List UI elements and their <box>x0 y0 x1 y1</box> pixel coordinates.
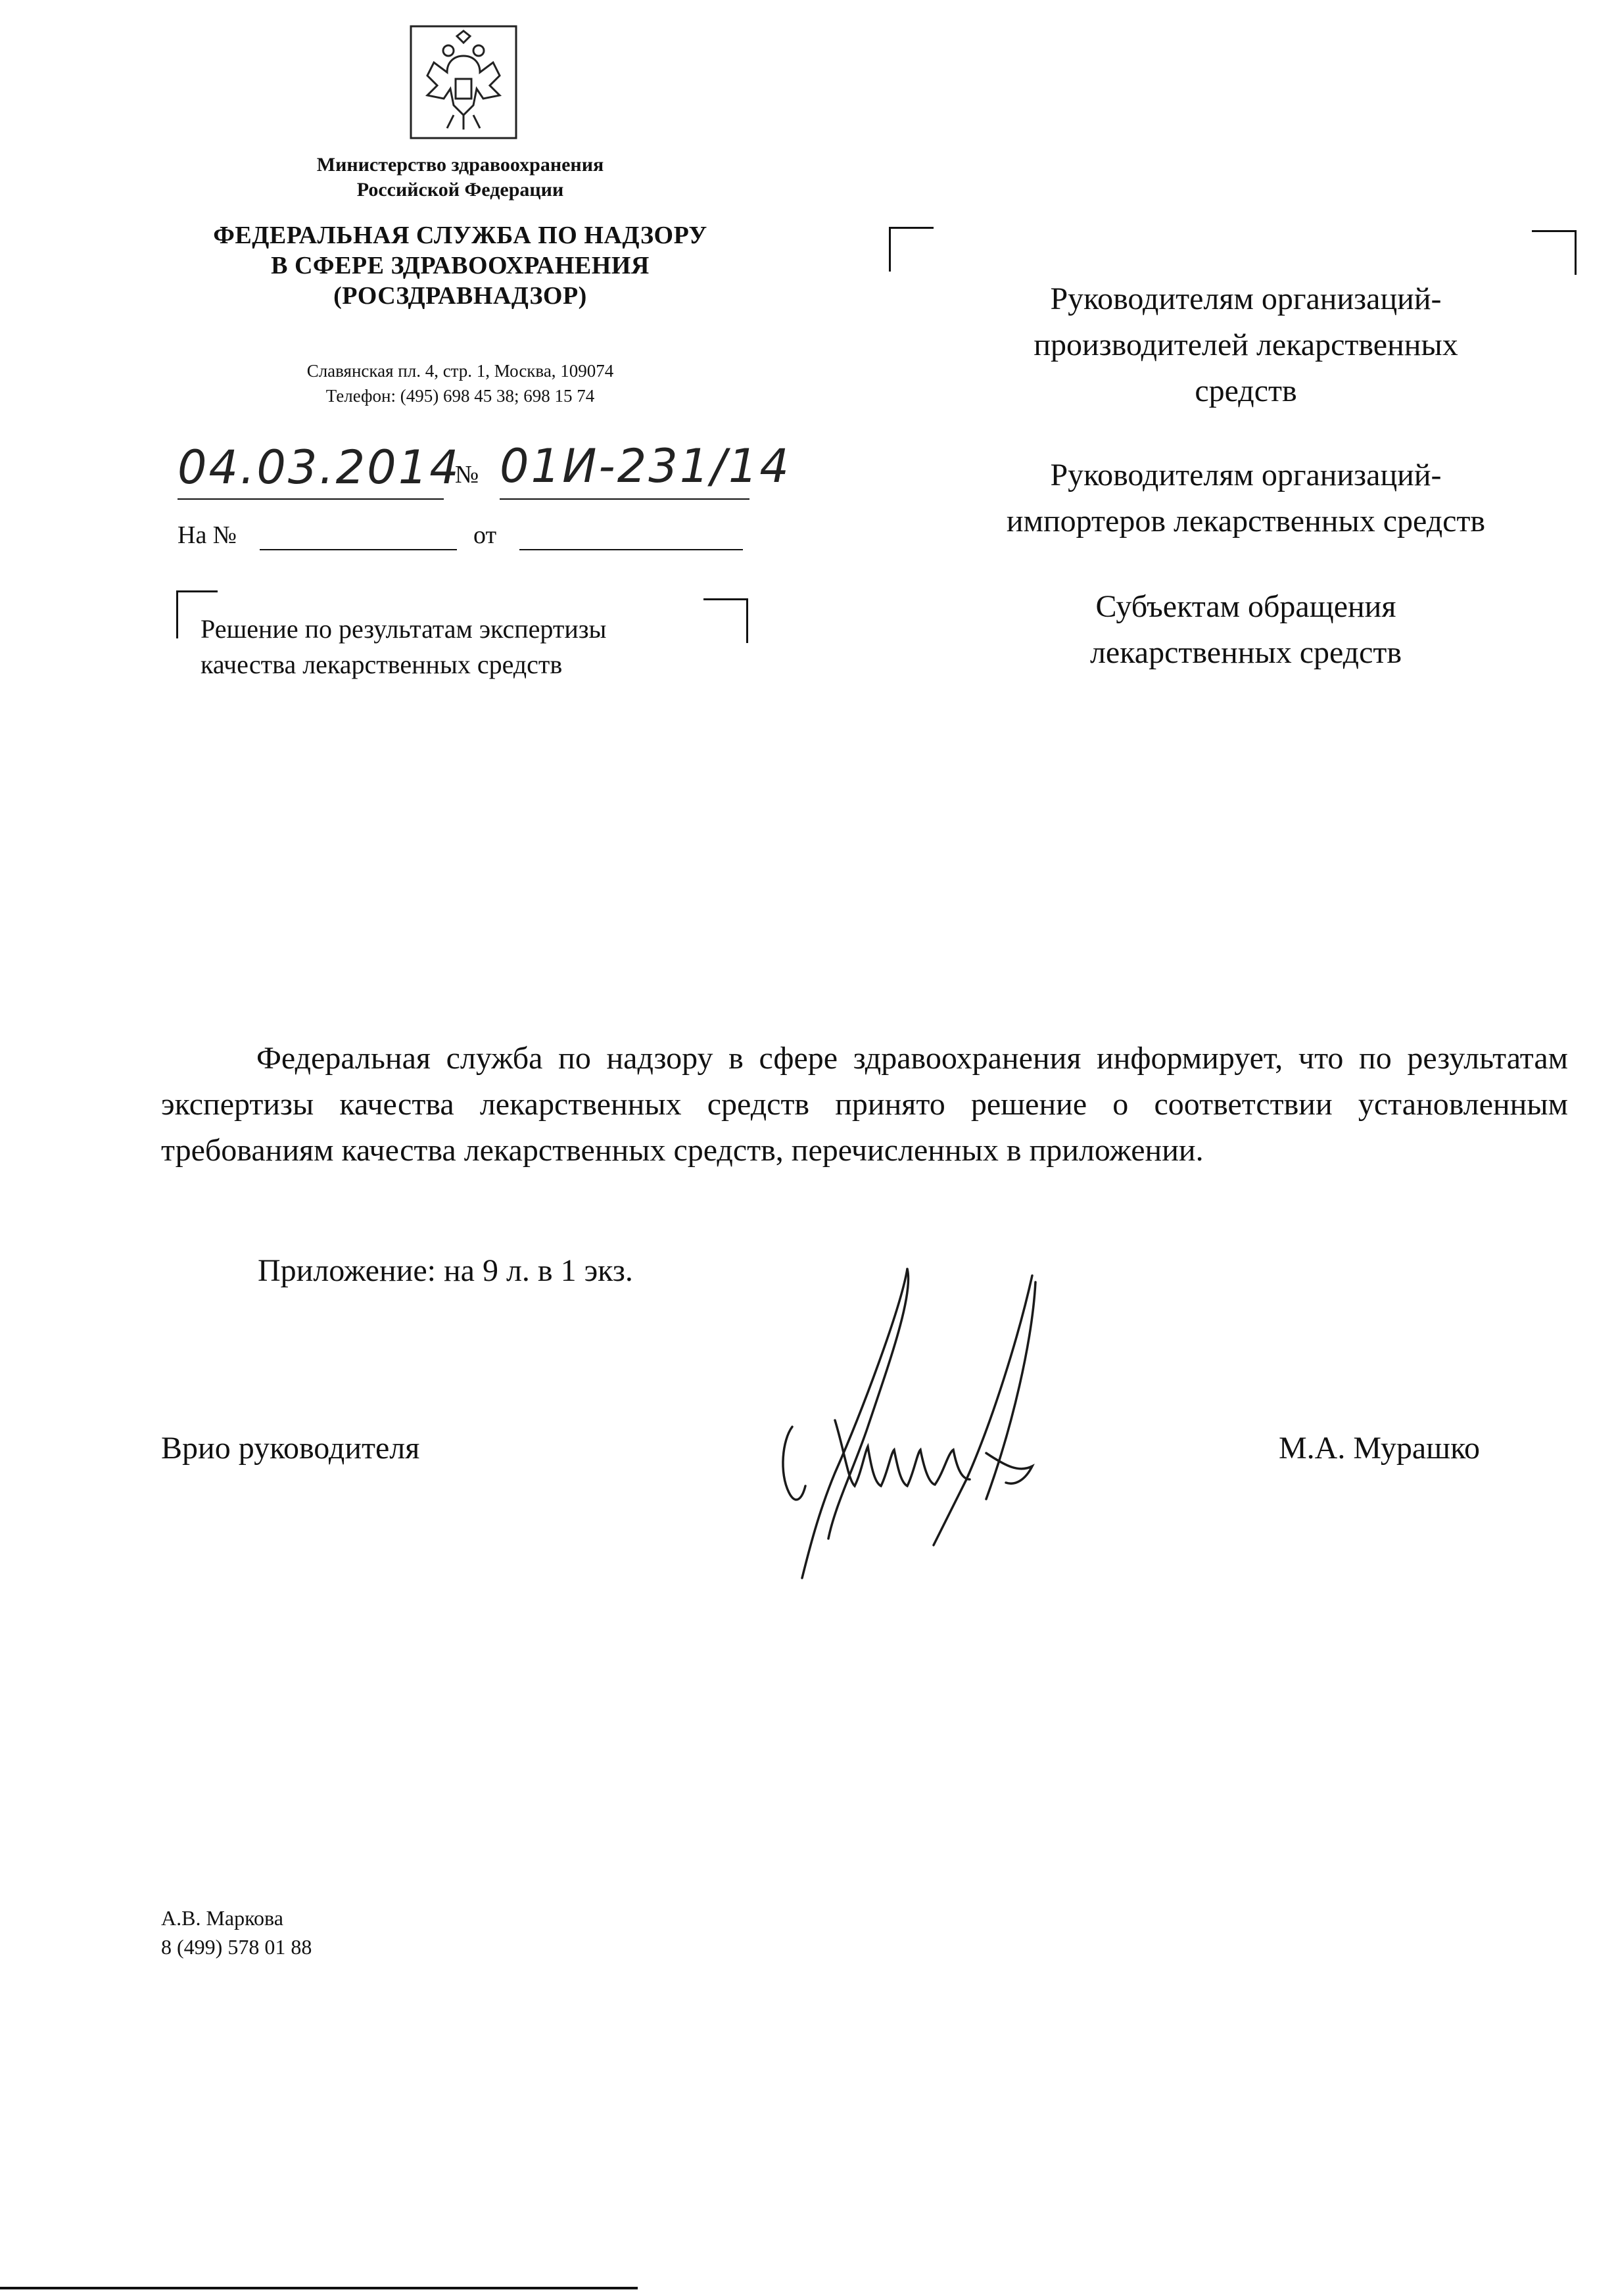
page-bottom-edge <box>0 2287 638 2289</box>
address-corner-left <box>889 227 934 272</box>
addressee-importers <box>917 452 1575 544</box>
addressee-producers-line-2: производителей лекарственных <box>1034 327 1458 362</box>
ministry-name <box>210 153 710 203</box>
executor-name: А.В. Маркова <box>161 1906 283 1930</box>
body-paragraph <box>161 1036 1568 1174</box>
number-sign: № <box>455 461 479 489</box>
service-line-3: (РОСЗДРАВНАДЗОР) <box>333 282 587 310</box>
signatory-name: М.А. Мурашко <box>1279 1431 1480 1466</box>
ministry-line-2: Российской Федерации <box>356 179 564 201</box>
signatory-position: Врио руководителя <box>161 1431 420 1466</box>
reply-number-label: На № <box>178 521 237 549</box>
phone-line: Телефон: (495) 698 45 38; 698 15 74 <box>325 386 595 406</box>
service-line-2: В СФЕРЕ ЗДРАВООХРАНЕНИЯ <box>271 252 650 279</box>
service-name <box>131 220 789 311</box>
address-corner-right <box>1532 230 1577 275</box>
body-paragraph-text: Федеральная служба по надзору в сфере здравоохранения информирует, что по результатам экспертизы качества лекарственных средств принято решение о соответствии установленным требованиям качества лекарственных средств, перечисленных в приложении. <box>161 1041 1568 1168</box>
addressee-producers <box>917 276 1575 414</box>
subject-text <box>201 611 746 682</box>
executor-block <box>161 1903 490 1961</box>
executor-phone: 8 (499) 578 01 88 <box>161 1935 312 1959</box>
number-underline <box>500 498 749 500</box>
registration-number: 01И-231/14 <box>500 439 791 493</box>
ministry-line-1: Министерство здравоохранения <box>316 154 604 176</box>
coat-of-arms-icon <box>408 23 519 141</box>
registration-date: 04.03.2014 <box>178 441 461 494</box>
service-address <box>210 358 710 408</box>
addressee-importers-line-1: Руководителям организаций- <box>1050 458 1442 492</box>
addressee-producers-line-1: Руководителям организаций- <box>1050 281 1442 316</box>
addressee-subjects <box>917 584 1575 676</box>
addressee-subjects-line-1: Субъектам обращения <box>1095 589 1396 624</box>
subject-line-1: Решение по результатам экспертизы <box>201 614 607 644</box>
service-line-1: ФЕДЕРАЛЬНАЯ СЛУЖБА ПО НАДЗОРУ <box>213 222 707 249</box>
reply-number-line <box>260 549 457 550</box>
subject-line-2: качества лекарственных средств <box>201 650 563 679</box>
date-underline <box>178 498 444 500</box>
addressee-importers-line-2: импортеров лекарственных средств <box>1006 504 1486 538</box>
handwritten-signature <box>756 1256 1124 1598</box>
reply-from-label: от <box>473 521 497 549</box>
reply-date-line <box>519 549 743 550</box>
addressee-producers-line-3: средств <box>1195 373 1297 408</box>
addressee-subjects-line-2: лекарственных средств <box>1089 635 1402 670</box>
address-line: Славянская пл. 4, стр. 1, Москва, 109074 <box>306 361 614 381</box>
attachment-note: Приложение: на 9 л. в 1 экз. <box>258 1253 633 1288</box>
